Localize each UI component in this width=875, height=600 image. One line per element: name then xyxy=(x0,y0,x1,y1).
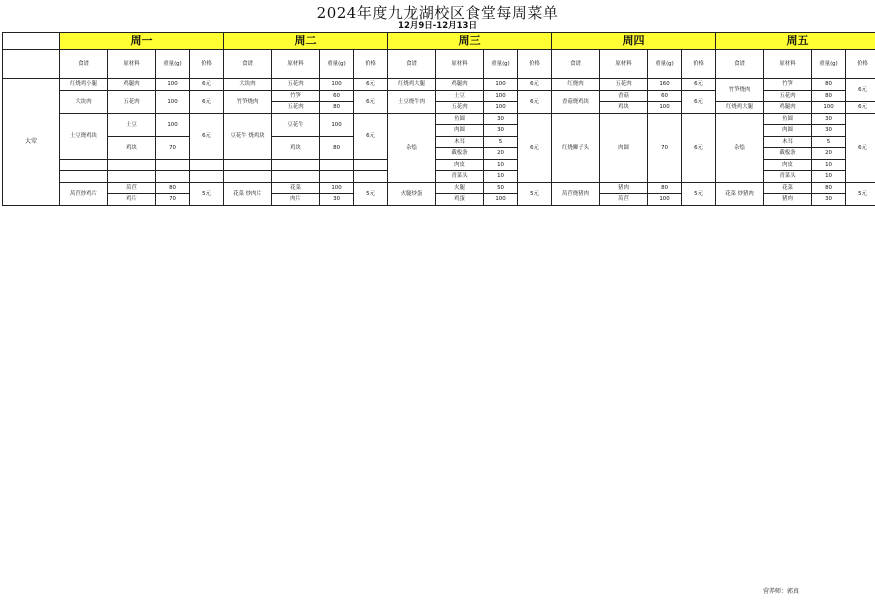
menu-cell xyxy=(156,159,190,171)
menu-cell: 5元 xyxy=(354,182,388,205)
menu-cell: 60 xyxy=(648,90,682,102)
menu-cell: 莴苣 xyxy=(600,194,648,206)
date-range: 12月9日-12月13日 xyxy=(398,21,477,31)
column-header-row xyxy=(3,50,875,79)
menu-cell: 鸡腿肉 xyxy=(108,79,156,91)
menu-cell: 6元 xyxy=(682,113,716,182)
menu-cell: 鸡块 xyxy=(108,136,156,159)
menu-cell xyxy=(224,159,272,171)
menu-cell: 30 xyxy=(812,194,846,206)
menu-cell xyxy=(354,171,388,183)
menu-cell: 80 xyxy=(320,136,354,159)
col-weight: 重量(g) xyxy=(812,50,846,79)
menu-cell: 五花肉 xyxy=(272,102,320,114)
menu-cell: 70 xyxy=(156,136,190,159)
menu-cell: 大块肉 xyxy=(60,90,108,113)
col-recipe: 食谱 xyxy=(60,50,108,79)
menu-cell: 30 xyxy=(484,125,518,137)
menu-cell: 20 xyxy=(484,148,518,160)
menu-cell: 红烧肉 xyxy=(552,79,600,91)
day-friday: 周五 xyxy=(716,33,875,50)
menu-cell: 5元 xyxy=(518,182,552,205)
menu-row xyxy=(3,182,875,194)
menu-cell: 猪肉 xyxy=(764,194,812,206)
day-tuesday: 周二 xyxy=(224,33,388,50)
menu-cell: 100 xyxy=(320,113,354,136)
menu-cell: 30 xyxy=(320,194,354,206)
menu-cell: 花菜 xyxy=(764,182,812,194)
menu-cell: 豆花牛 烧鸡块 xyxy=(224,113,272,159)
col-weight: 重量(g) xyxy=(648,50,682,79)
menu-cell: 鸡块 xyxy=(600,102,648,114)
menu-cell: 6元 xyxy=(354,90,388,113)
menu-cell: 100 xyxy=(484,194,518,206)
day-monday: 周一 xyxy=(60,33,224,50)
col-price: 价格 xyxy=(190,50,224,79)
menu-cell: 100 xyxy=(156,79,190,91)
menu-cell: 5元 xyxy=(190,182,224,205)
menu-cell: 30 xyxy=(812,113,846,125)
menu-cell: 100 xyxy=(156,113,190,136)
menu-cell: 80 xyxy=(812,90,846,102)
col-price: 价格 xyxy=(846,50,875,79)
menu-cell: 红烧鸡大腿 xyxy=(716,102,764,114)
menu-cell: 30 xyxy=(812,125,846,137)
menu-row xyxy=(3,79,875,91)
menu-cell xyxy=(108,159,156,171)
col-ingredient: 原材料 xyxy=(272,50,320,79)
menu-cell: 10 xyxy=(812,159,846,171)
menu-cell: 60 xyxy=(320,90,354,102)
menu-cell: 五花肉 xyxy=(600,79,648,91)
menu-cell: 6元 xyxy=(846,79,875,102)
menu-cell: 火腿炒蛋 xyxy=(388,182,436,205)
col-recipe: 食谱 xyxy=(388,50,436,79)
corner-cell xyxy=(3,33,60,50)
menu-cell: 五花肉 xyxy=(764,90,812,102)
menu-cell: 莴苣 xyxy=(108,182,156,194)
col-ingredient: 原材料 xyxy=(436,50,484,79)
menu-cell: 鸡腿肉 xyxy=(436,79,484,91)
menu-cell: 杂烩 xyxy=(388,113,436,182)
day-wednesday: 周三 xyxy=(388,33,552,50)
day-thursday: 周四 xyxy=(552,33,716,50)
col-price: 价格 xyxy=(518,50,552,79)
menu-body xyxy=(3,79,875,206)
menu-cell xyxy=(320,159,354,171)
menu-cell: 20 xyxy=(812,148,846,160)
menu-cell: 100 xyxy=(484,102,518,114)
menu-cell xyxy=(190,159,224,171)
page-title: 2024年度九龙湖校区食堂每周菜单 xyxy=(316,4,559,22)
menu-cell: 70 xyxy=(648,113,682,182)
menu-cell: 肉圆 xyxy=(764,125,812,137)
menu-cell: 豆花牛 xyxy=(272,113,320,136)
menu-cell: 10 xyxy=(812,171,846,183)
menu-cell: 五花肉 xyxy=(108,90,156,113)
menu-cell: 杂烩 xyxy=(716,113,764,182)
day-header-row xyxy=(3,33,875,50)
menu-cell: 160 xyxy=(648,79,682,91)
menu-cell: 70 xyxy=(156,194,190,206)
menu-cell: 肉片 xyxy=(272,194,320,206)
menu-cell: 竹笋烧肉 xyxy=(224,90,272,113)
corner-cell xyxy=(3,50,60,79)
menu-cell: 五花肉 xyxy=(436,102,484,114)
col-ingredient: 原材料 xyxy=(600,50,648,79)
menu-cell: 肉皮 xyxy=(764,159,812,171)
menu-cell: 100 xyxy=(484,79,518,91)
menu-cell xyxy=(272,171,320,183)
menu-cell: 80 xyxy=(812,182,846,194)
menu-cell: 6元 xyxy=(518,90,552,113)
menu-cell: 鸡块 xyxy=(272,136,320,159)
menu-cell xyxy=(60,159,108,171)
menu-cell: 80 xyxy=(812,79,846,91)
menu-cell: 红烧鸡大腿 xyxy=(388,79,436,91)
menu-cell: 肉圆 xyxy=(600,113,648,182)
col-recipe: 食谱 xyxy=(716,50,764,79)
col-recipe: 食谱 xyxy=(552,50,600,79)
col-ingredient: 原材料 xyxy=(764,50,812,79)
menu-cell: 鸡腿肉 xyxy=(764,102,812,114)
menu-cell: 红烧鸡小腿 xyxy=(60,79,108,91)
menu-cell: 土豆烧鸡块 xyxy=(60,113,108,159)
menu-cell: 竹笋 xyxy=(764,79,812,91)
menu-cell: 土豆 xyxy=(108,113,156,136)
menu-cell: 80 xyxy=(156,182,190,194)
menu-cell: 木耳 xyxy=(436,136,484,148)
menu-cell: 截板条 xyxy=(436,148,484,160)
menu-cell: 6元 xyxy=(190,113,224,159)
menu-cell xyxy=(108,171,156,183)
menu-cell xyxy=(320,171,354,183)
menu-cell: 火腿 xyxy=(436,182,484,194)
menu-cell: 6元 xyxy=(846,102,875,114)
menu-cell xyxy=(190,171,224,183)
menu-cell: 土豆 xyxy=(436,90,484,102)
col-weight: 重量(g) xyxy=(156,50,190,79)
menu-cell: 50 xyxy=(484,182,518,194)
menu-cell: 100 xyxy=(648,102,682,114)
menu-cell: 5元 xyxy=(682,182,716,205)
menu-cell: 6元 xyxy=(682,90,716,113)
menu-cell: 截板条 xyxy=(764,148,812,160)
menu-cell: 10 xyxy=(484,171,518,183)
menu-cell: 6元 xyxy=(354,79,388,91)
col-recipe: 食谱 xyxy=(224,50,272,79)
menu-cell: 100 xyxy=(648,194,682,206)
menu-cell: 鸡蛋 xyxy=(436,194,484,206)
menu-cell: 6元 xyxy=(518,79,552,91)
menu-cell: 鱼圆 xyxy=(436,113,484,125)
menu-cell: 鸡片 xyxy=(108,194,156,206)
menu-cell: 香菇 xyxy=(600,90,648,102)
menu-cell: 100 xyxy=(320,79,354,91)
menu-cell xyxy=(272,159,320,171)
menu-cell: 10 xyxy=(484,159,518,171)
menu-cell xyxy=(60,171,108,183)
menu-cell: 80 xyxy=(648,182,682,194)
menu-cell: 木耳 xyxy=(764,136,812,148)
menu-cell: 肉皮 xyxy=(436,159,484,171)
menu-cell: 80 xyxy=(320,102,354,114)
menu-cell: 6元 xyxy=(190,90,224,113)
menu-cell: 6元 xyxy=(518,113,552,182)
category-label: 大荤 xyxy=(3,79,60,206)
menu-cell: 土豆烧牛肉 xyxy=(388,90,436,113)
col-price: 价格 xyxy=(354,50,388,79)
menu-cell: 6元 xyxy=(354,113,388,159)
menu-cell xyxy=(354,159,388,171)
menu-cell: 5元 xyxy=(846,182,875,205)
menu-cell: 100 xyxy=(484,90,518,102)
menu-cell: 青菜头 xyxy=(764,171,812,183)
menu-cell: 猪肉 xyxy=(600,182,648,194)
col-weight: 重量(g) xyxy=(484,50,518,79)
menu-cell: 红烧狮子头 xyxy=(552,113,600,182)
menu-cell: 竹笋烧肉 xyxy=(716,79,764,102)
menu-cell: 肉圆 xyxy=(436,125,484,137)
menu-cell: 莴苣炒鸡片 xyxy=(60,182,108,205)
menu-cell: 莴苣烧猪肉 xyxy=(552,182,600,205)
weekly-menu-table xyxy=(2,32,875,206)
col-weight: 重量(g) xyxy=(320,50,354,79)
menu-cell: 鱼圆 xyxy=(764,113,812,125)
menu-cell: 100 xyxy=(156,90,190,113)
nutritionist-note: 营养师：郭真 xyxy=(763,588,800,595)
menu-cell: 100 xyxy=(320,182,354,194)
menu-cell xyxy=(156,171,190,183)
menu-cell xyxy=(224,171,272,183)
menu-cell: 花菜 炒肉片 xyxy=(224,182,272,205)
menu-cell: 青菜头 xyxy=(436,171,484,183)
menu-cell: 30 xyxy=(484,113,518,125)
menu-cell: 5 xyxy=(484,136,518,148)
menu-cell: 6元 xyxy=(682,79,716,91)
menu-cell: 香菇烧鸡块 xyxy=(552,90,600,113)
menu-cell: 花菜 炒猪肉 xyxy=(716,182,764,205)
menu-row xyxy=(3,113,875,125)
menu-cell: 5 xyxy=(812,136,846,148)
menu-cell: 100 xyxy=(812,102,846,114)
menu-cell: 竹笋 xyxy=(272,90,320,102)
menu-cell: 五花肉 xyxy=(272,79,320,91)
menu-cell: 6元 xyxy=(846,113,875,182)
menu-cell: 6元 xyxy=(190,79,224,91)
menu-cell: 花菜 xyxy=(272,182,320,194)
menu-cell: 大块肉 xyxy=(224,79,272,91)
col-ingredient: 原材料 xyxy=(108,50,156,79)
col-price: 价格 xyxy=(682,50,716,79)
